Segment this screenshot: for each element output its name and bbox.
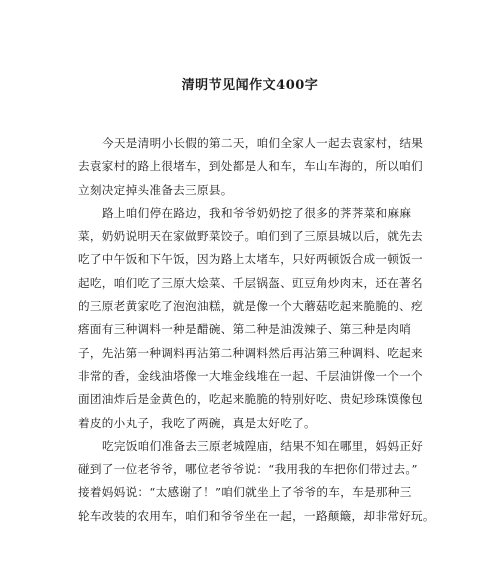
text-line: 的三原老黄家吃了泡泡油糕，就是像一个大蘑菇吃起来脆脆的、疙 bbox=[78, 299, 423, 314]
document-title: 清明节见闻作文400字 bbox=[181, 78, 319, 93]
text-line: 瘩面有三种调料一种是醋碗、第二种是油泼辣子、第三种是肉哨 bbox=[78, 322, 412, 337]
text-line: 起吃，咱们吃了三原大烩菜、千层锅盔、豇豆角炒肉末，还在著名 bbox=[78, 275, 423, 290]
text-line: 接着妈妈说：“太感谢了！”咱们就坐上了爷爷的车，车是那种三 bbox=[78, 485, 412, 500]
text-line: 非常的香，金线油塔像一大堆金线堆在一起、千层油饼像一个一个 bbox=[78, 368, 423, 383]
text-line: 菜，奶奶说明天在家做野菜饺子。咱们到了三原县城以后，就先去 bbox=[78, 229, 423, 244]
text-line: 着皮的小丸子，我吃了两碗，真是太好吃了。 bbox=[78, 415, 316, 430]
text-line: 路上咱们停在路边，我和爷爷奶奶挖了很多的荠荠菜和麻麻 bbox=[102, 205, 412, 220]
text-line: 子，先沾第一种调料再沾第二种调料然后再沾第三种调料、吃起来 bbox=[78, 345, 423, 360]
text-line: 吃完饭咱们准备去三原老城隍庙，结果不知在哪里，妈妈正好 bbox=[102, 438, 424, 453]
text-line: 轮车改装的农用车，咱们和爷爷坐在一起，一路颠簸，却非常好玩。 bbox=[78, 508, 435, 523]
text-line: 碰到了一位老爷爷，哪位老爷爷说：“我用我的车把你们带过去。” bbox=[78, 462, 418, 477]
document-body bbox=[78, 132, 435, 528]
text-line: 立刻决定掉头准备去三原县。 bbox=[78, 182, 233, 197]
text-line: 今天是清明小长假的第二天，咱们全家人一起去袁家村，结果 bbox=[102, 136, 424, 150]
text-line: 去袁家村的路上很堵车，到处都是人和车，车山车海的，所以咱们 bbox=[78, 159, 423, 174]
text-line: 面团油炸后是金黄色的，吃起来脆脆的特别好吃、贵妃珍珠馍像包 bbox=[78, 392, 423, 407]
text-line: 吃了中午饭和下午饭，因为路上太堵车，只好两顿饭合成一顿饭一 bbox=[78, 252, 423, 267]
